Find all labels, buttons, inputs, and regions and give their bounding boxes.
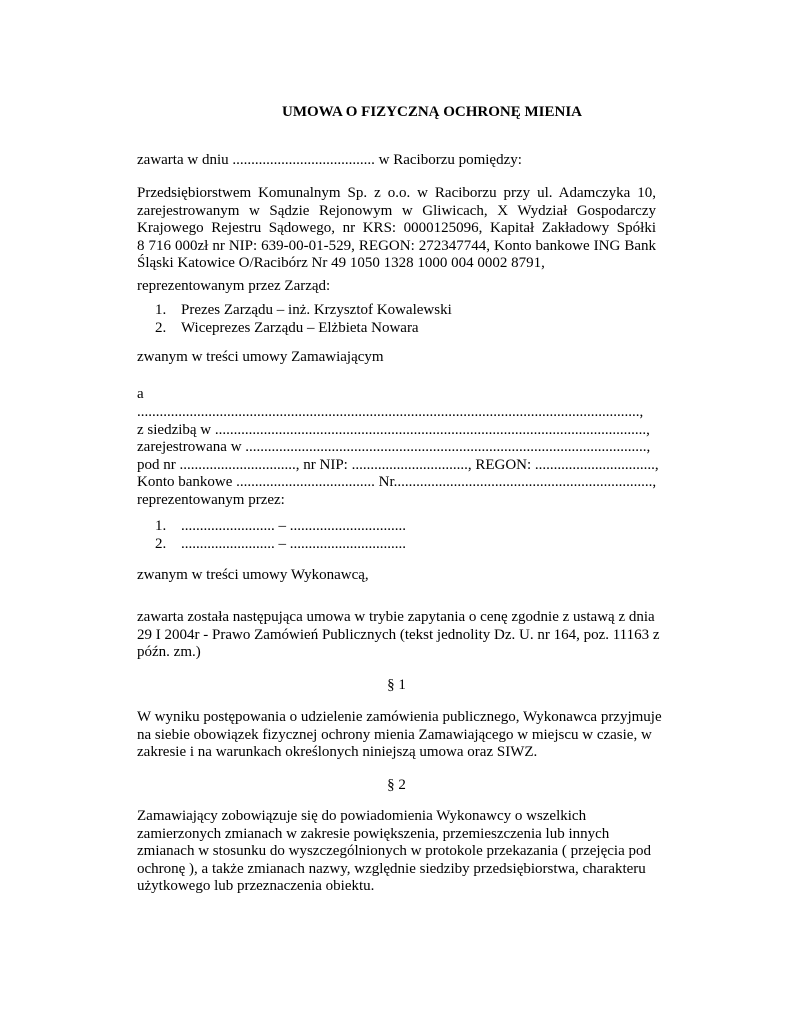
party1-called-text: zwanym w treści umowy Zamawiającym	[137, 349, 384, 365]
list-item	[155, 536, 406, 554]
party2-line: ......................................................................................................................................,	[137, 404, 644, 420]
party2-called-text: zwanym w treści umowy Wykonawcą,	[137, 567, 369, 583]
party2-line: Konto bankowe ..................................... Nr.....................................................................,	[137, 474, 657, 491]
party1-line: 8 716 000zł nr NIP: 639-00-01-529, REGON: 272347744, Konto bankowe ING Bank	[137, 237, 656, 254]
party2-details	[137, 404, 659, 510]
section-1-line: na siebie obowiązek fizycznej ochrony mienia Zamawiającego w miejscu w czasie, w	[137, 726, 652, 743]
section-2-line: użytkowego lub przeznaczenia obiektu.	[137, 878, 375, 895]
list-number: 1.	[155, 302, 167, 318]
party1-line: zarejestrowanym w Sądzie Rejonowym w Gliwicach, X Wydział Gospodarczy	[137, 202, 656, 219]
list-number: 1.	[155, 518, 167, 534]
section-2-line: ochronę ), a także zmianach nazwy, względnie siedziby przedsiębiorstwa, charakteru	[137, 860, 646, 877]
section-1-body	[137, 709, 662, 762]
list-text: ......................... – ...............................	[181, 518, 406, 534]
section-2-line: zmianach w stosunku do wyszczególnionych w protokole przekazania ( przejęcia pod	[137, 843, 651, 860]
section-2-body	[137, 808, 656, 896]
party1-details	[137, 185, 656, 273]
list-item	[155, 518, 406, 536]
list-number: 2.	[155, 319, 167, 336]
party1-represented-label: reprezentowanym przez Zarząd:	[137, 278, 331, 294]
party1-called	[137, 349, 656, 367]
intro-text: zawarta w dniu ...................................... w Raciborzu pomiędzy:	[137, 152, 522, 168]
party1-representatives-list	[155, 302, 452, 337]
list-text: Wiceprezes Zarządu – Elżbieta Nowara	[181, 319, 419, 336]
party2-represented-label: reprezentowanym przez:	[137, 491, 285, 508]
legal-basis-line: 29 I 2004r - Prawo Zamówień Publicznych (tekst jednolity Dz. U. nr 164, poz. 11163 z	[137, 626, 660, 643]
list-item	[155, 302, 452, 320]
list-item	[155, 320, 452, 338]
party1-represented-by	[137, 278, 656, 296]
party1-line: Krajowego Rejestru Sądowego, nr KRS: 0000125096, Kapitał Zakładowy Spółki	[137, 220, 656, 237]
list-number: 2.	[155, 535, 167, 552]
intro-line	[137, 152, 656, 170]
section-2-line: Zamawiający zobowiązuje się do powiadomienia Wykonawcy o wszelkich	[137, 808, 587, 824]
party1-line: Przedsiębiorstwem Komunalnym Sp. z o.o. w Raciborzu przy ul. Adamczyka 10,	[137, 185, 656, 201]
party2-line: zarejestrowana w ...........................................................................................................,	[137, 439, 651, 456]
section-1-line: W wyniku postępowania o udzielenie zamówienia publicznego, Wykonawca przyjmuje	[137, 709, 662, 725]
party1-line: Śląski Katowice O/Racibórz Nr 49 1050 1328 1000 004 0002 8791,	[137, 255, 545, 272]
list-text: ......................... – ...............................	[181, 535, 406, 552]
conjunction	[137, 386, 656, 404]
legal-basis-line: zawarta została następująca umowa w trybie zapytania o cenę zgodnie z ustawą z dnia	[137, 609, 655, 625]
legal-basis	[137, 609, 660, 662]
section-2-line: zamierzonych zmianach w zakresie powiększenia, przemieszczenia lub innych	[137, 825, 610, 842]
party2-called	[137, 567, 656, 585]
section-1-heading: § 1	[387, 677, 406, 693]
party2-line: pod nr ..............................., nr NIP: ..............................., REGON: ................................,	[137, 456, 659, 473]
party2-representatives-list	[155, 518, 406, 553]
party2-line: z siedzibą w ...................................................................................................................,	[137, 421, 650, 438]
section-2-heading: § 2	[387, 777, 406, 793]
section-1-line: zakresie i na warunkach określonych niniejszą umowa oraz SIWZ.	[137, 744, 538, 761]
legal-basis-line: późn. zm.)	[137, 644, 201, 661]
conjunction-text: a	[137, 386, 144, 402]
list-text: Prezes Zarządu – inż. Krzysztof Kowalewski	[181, 302, 452, 318]
document-title: UMOWA O FIZYCZNĄ OCHRONĘ MIENIA	[282, 104, 583, 120]
